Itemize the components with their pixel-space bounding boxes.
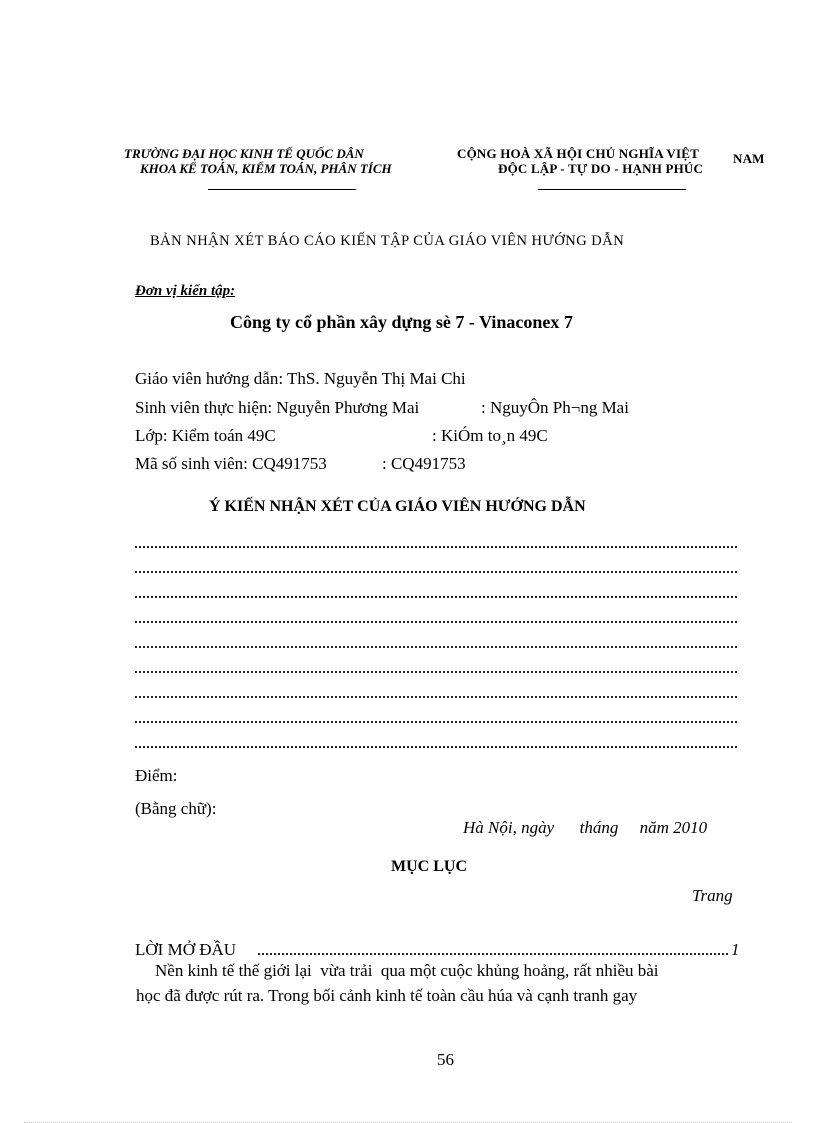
- page-number: 56: [437, 1050, 454, 1069]
- date-line: Hà Nội, ngày tháng năm 2010: [463, 818, 708, 837]
- comment-line: [135, 646, 737, 648]
- toc-leader: [258, 953, 728, 955]
- university-name: TRƯỜNG ĐẠI HỌC KINH TẾ QUỐC DÂN: [124, 146, 364, 161]
- comment-line: [135, 546, 737, 548]
- toc-page-column: Trang: [692, 886, 733, 905]
- class-line-dup: : KiÓm to¸n 49C: [432, 426, 548, 445]
- student-id-line-dup: : CQ491753: [382, 454, 466, 473]
- score-label: Điểm:: [135, 766, 178, 785]
- left-header-rule: [208, 189, 356, 190]
- class-line: Lớp: Kiểm toán 49C: [135, 426, 276, 445]
- student-line-dup: : NguyÔn Ph¬ng Mai: [481, 398, 629, 417]
- comment-line: [135, 746, 737, 748]
- company-name: Công ty cổ phần xây dựng sè 7 - Vinaconex 7: [230, 312, 573, 332]
- body-line-2: học đã được rút ra. Trong bối cảnh kinh tế toàn cầu húa và cạnh tranh gay: [136, 986, 638, 1005]
- comment-line: [135, 696, 737, 698]
- faculty-name: KHOA KẾ TOÁN, KIỂM TOÁN, PHÂN TÍCH: [140, 161, 392, 176]
- score-in-words: (Bằng chữ):: [135, 799, 217, 818]
- comment-line: [135, 671, 737, 673]
- comment-line: [135, 621, 737, 623]
- republic-name-tail: NAM: [733, 151, 765, 166]
- right-header-rule: [538, 189, 686, 190]
- national-motto: ĐỘC LẬP - TỰ DO - HẠNH PHÚC: [498, 161, 704, 176]
- student-id-line: Mã số sinh viên: CQ491753: [135, 454, 327, 473]
- comment-line: [135, 571, 737, 573]
- unit-label: Đơn vị kiến tập:: [135, 283, 236, 299]
- student-line: Sinh viên thực hiện: Nguyễn Phương Mai: [135, 398, 420, 417]
- comment-line: [135, 596, 737, 598]
- toc-heading: MỤC LỤC: [391, 858, 467, 875]
- comments-heading: Ý KIẾN NHẬN XÉT CỦA GIÁO VIÊN HƯỚNG DẪN: [209, 498, 586, 515]
- republic-name: CỘNG HOÀ XÃ HỘI CHỦ NGHĨA VIỆT: [457, 146, 699, 161]
- form-title: BẢN NHẬN XÉT BÁO CÁO KIẾN TẬP CỦA GIÁO VIÊN HƯỚNG DẪN: [150, 233, 625, 249]
- body-line-1: Nền kinh tế thế giới lại vừa trải qua một cuộc khủng hoảng, rất nhiều bài: [155, 961, 659, 980]
- advisor-line: Giáo viên hướng dẫn: ThS. Nguyễn Thị Mai Chi: [135, 369, 466, 388]
- toc-entry-page: 1: [731, 940, 740, 959]
- toc-entry-title: LỜI MỞ ĐẦU: [135, 940, 237, 959]
- comment-line: [135, 721, 737, 723]
